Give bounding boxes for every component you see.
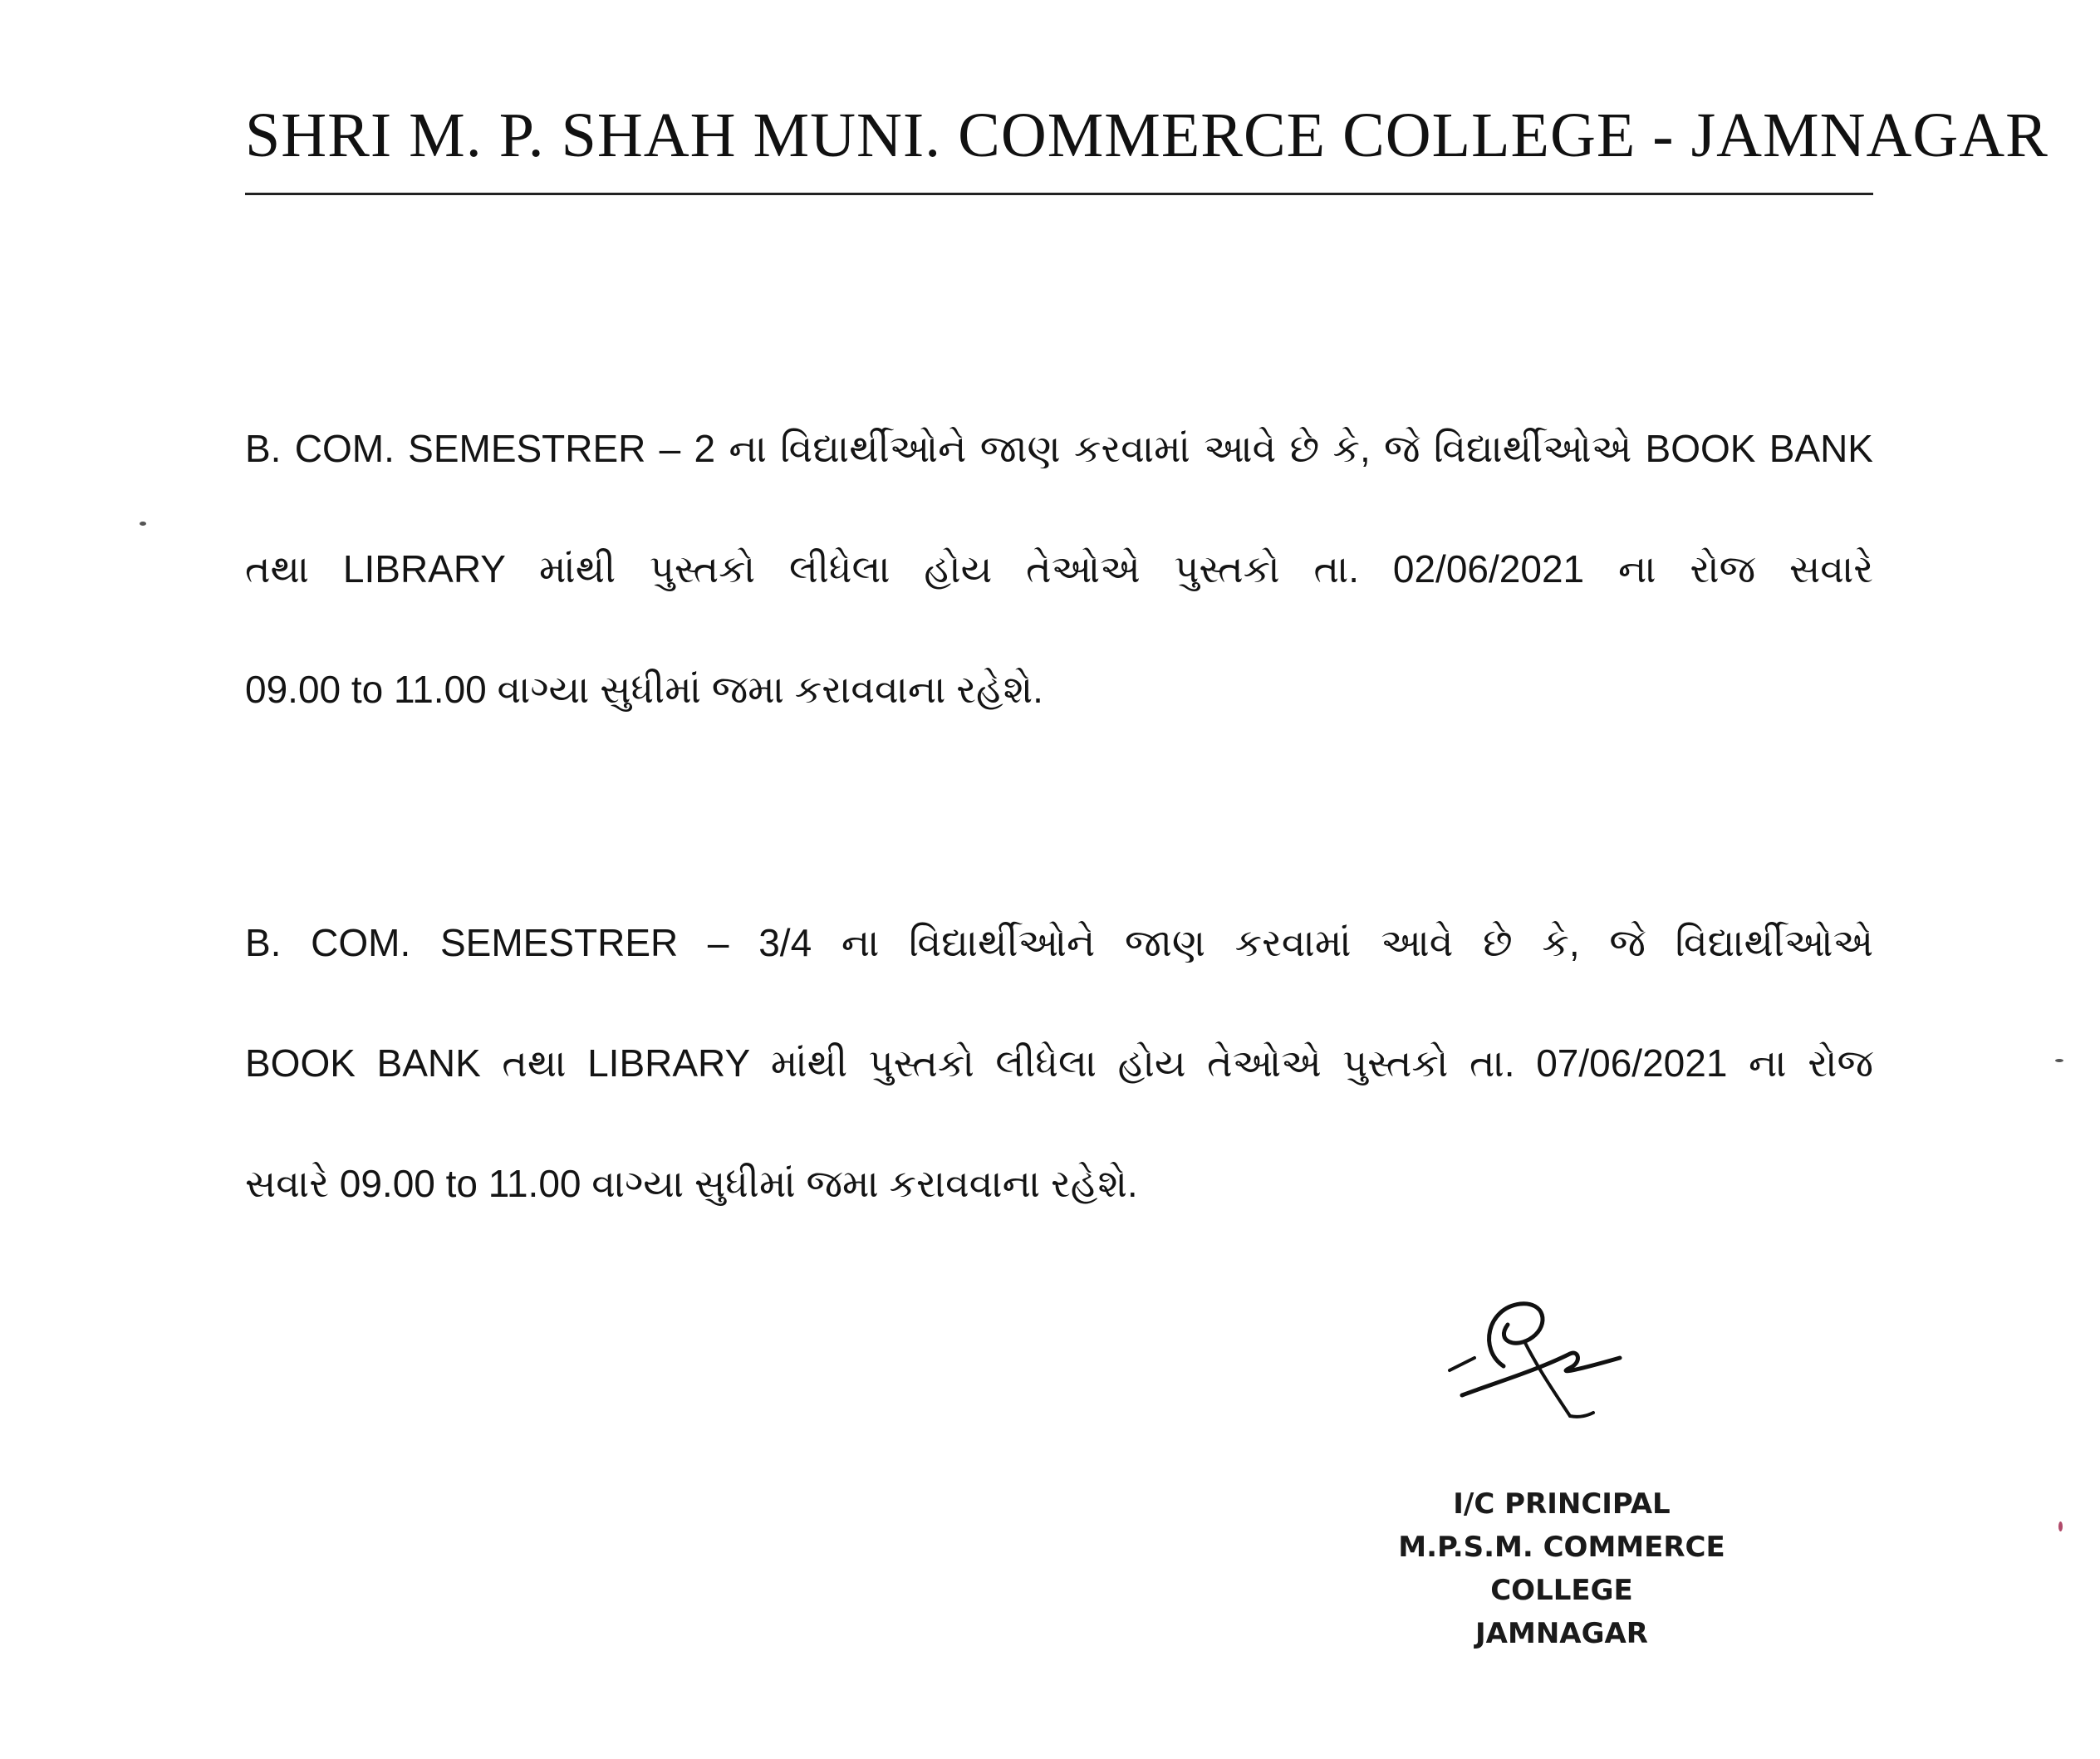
signatory-institution: M.P.S.M. COMMERCE COLLEGE: [1398, 1531, 1725, 1607]
principal-signature: [1445, 1291, 1636, 1441]
notice-line: BOOK BANK તથા LIBRARY માંથી પુસ્તકો લીધેલા હોય તેઓએ પુસ્તકો તા. 07/06/2021 ના રોજ: [245, 1041, 1873, 1085]
college-title: SHRI M. P. SHAH MUNI. COMMERCE COLLEGE - JAMNAGAR: [245, 100, 2048, 170]
notice-line: B. COM. SEMESTRER – 3/4 ના વિદ્યાર્થીઓને જાણ કરવામાં આવે છે કે, જે વિદ્યાર્થીઓએ: [245, 921, 1873, 964]
notice-line: 09.00 to 11.00 વાગ્યા સુધીમાં જમા કરાવવાના રહેશે.: [245, 668, 1043, 711]
signatory-city: JAMNAGAR: [1475, 1617, 1648, 1650]
scan-speck: [140, 522, 146, 526]
notice-line: સવારે 09.00 to 11.00 વાગ્યા સુધીમાં જમા કરાવવાના રહેશે.: [245, 1162, 1138, 1205]
scan-speck: [2055, 1059, 2063, 1062]
title-underline: [245, 193, 1873, 195]
notice-semester-2: [245, 407, 1873, 768]
notice-line: B. COM. SEMESTRER – 2 ના વિદ્યાર્થીઓને જાણ કરવામાં આવે છે કે, જે વિદ્યાર્થીઓએ BOOK BANK: [245, 427, 1873, 470]
signatory-block: [1329, 1482, 1794, 1655]
notice-line: તથા LIBRARY માંથી પુસ્તકો લીધેલા હોય તેઓએ પુસ્તકો તા. 02/06/2021 ના રોજ સવારે: [245, 547, 1873, 590]
scan-speck: [2058, 1521, 2063, 1531]
notice-semester-3-4: [245, 901, 1873, 1262]
signatory-designation: I/C PRINCIPAL: [1453, 1487, 1671, 1521]
